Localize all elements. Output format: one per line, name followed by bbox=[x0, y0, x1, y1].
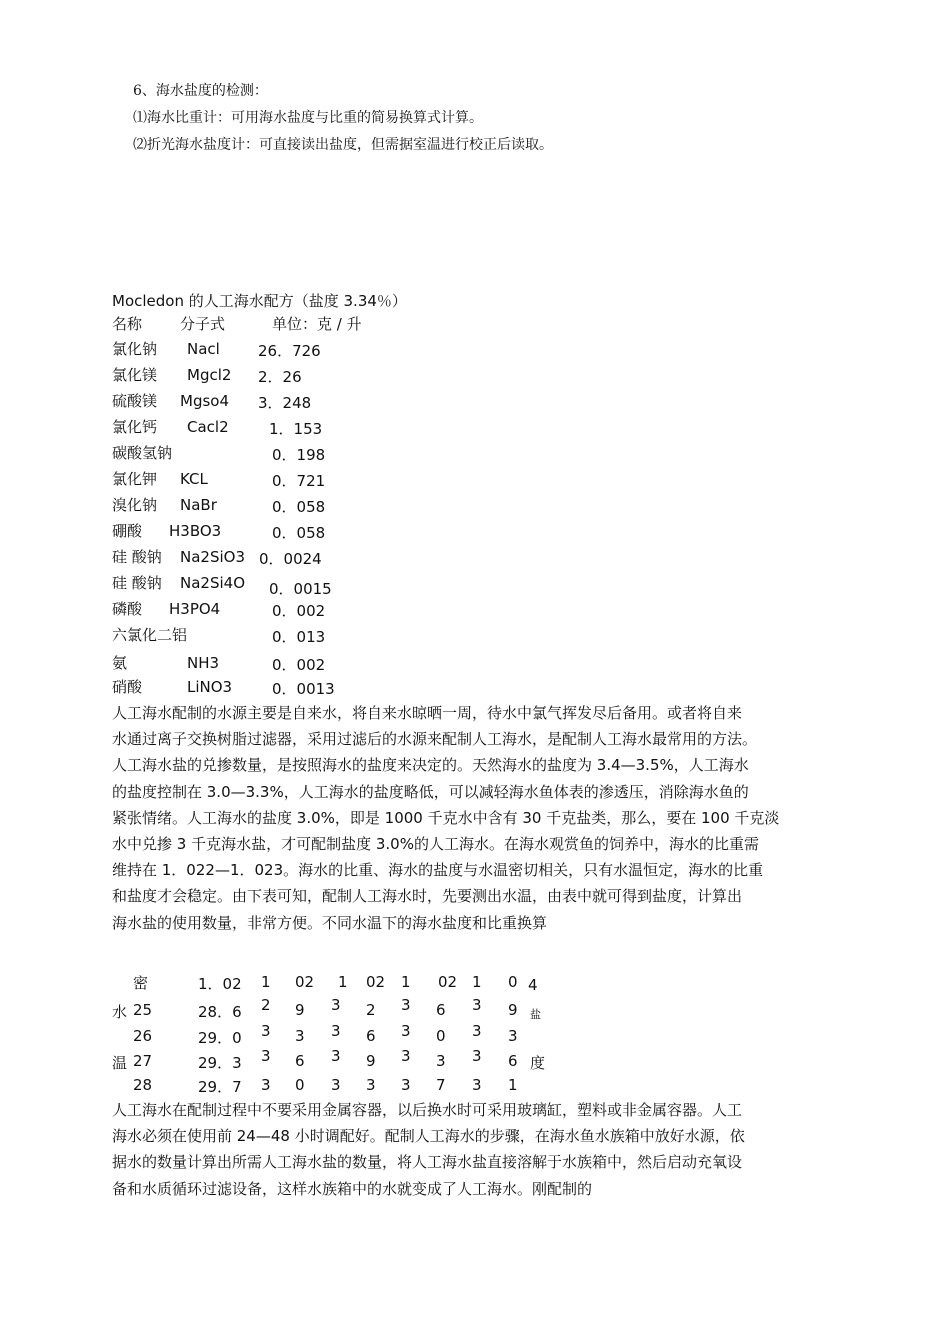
table-cell: 3 bbox=[261, 1076, 271, 1094]
table-cell: 9 bbox=[366, 1052, 376, 1070]
table-cell: 3 bbox=[261, 1022, 271, 1040]
paragraph-line: 人工海水配制的水源主要是自来水，将自来水晾晒一周，待水中氯气挥发尽后备用。或者将自来 bbox=[112, 704, 743, 722]
header-cell: 1．02 bbox=[198, 975, 242, 993]
compound-amount: 0．0015 bbox=[269, 580, 332, 598]
compound-amount: 0．013 bbox=[272, 628, 326, 646]
paragraph-line: 水通过离子交换树脂过滤器，采用过滤后的水源来配制人工海水，是配制人工海水最常用的方法。 bbox=[112, 730, 758, 749]
compound-formula: NH3 bbox=[187, 654, 220, 672]
compound-name: 碳酸氢钠 bbox=[112, 444, 173, 462]
compound-amount: 26．726 bbox=[258, 342, 321, 360]
paragraph-line: 海水盐的使用数量，非常方便。不同水温下的海水盐度和比重换算 bbox=[112, 913, 548, 932]
section-item-1: ⑴海水比重计：可用海水盐度与比重的简易换算式计算。 bbox=[133, 110, 483, 126]
table-cell: 6 bbox=[436, 1001, 446, 1019]
table-cell: 3 bbox=[331, 1047, 341, 1065]
compound-formula: LiNO3 bbox=[187, 678, 233, 696]
paragraph-line: 水中兑掺 3 千克海水盐，才可配制盐度 3.0%的人工海水。在海水观赏鱼的饲养中，海水的比重需 bbox=[112, 834, 759, 853]
compound-amount: 0．721 bbox=[272, 472, 326, 490]
degree-label: 度 bbox=[530, 1054, 546, 1072]
compound-amount: 0．0013 bbox=[272, 680, 335, 698]
compound-name: 硅 酸钠 bbox=[112, 574, 162, 592]
compound-name: 溴化钠 bbox=[112, 496, 158, 514]
table-cell: 3 bbox=[472, 996, 482, 1014]
compound-name: 磷酸 bbox=[112, 600, 143, 618]
compound-amount: 2．26 bbox=[258, 368, 302, 386]
compound-formula: H3PO4 bbox=[169, 600, 221, 618]
temp-label: 温 bbox=[112, 1054, 128, 1072]
table-cell: 6 bbox=[508, 1052, 518, 1070]
header-cell: 02 bbox=[295, 973, 315, 991]
compound-name: 硫酸镁 bbox=[112, 392, 158, 410]
salinity-label: 盐 bbox=[530, 1008, 541, 1021]
table-cell: 3 bbox=[295, 1027, 305, 1045]
header-cell: 1 bbox=[261, 973, 271, 991]
table-cell: 0 bbox=[436, 1027, 446, 1045]
header-cell: 4 bbox=[528, 976, 538, 994]
table-cell: 9 bbox=[508, 1001, 518, 1019]
paragraph-line: 维持在 1．022—1．023。海水的比重、海水的盐度与水温密切相关，只有水温恒定，海水的比重 bbox=[112, 861, 764, 880]
table-cell: 3 bbox=[261, 1047, 271, 1065]
temp-value: 25 bbox=[133, 1001, 153, 1019]
compound-name: 氯化镁 bbox=[112, 366, 158, 384]
table-cell: 3 bbox=[436, 1052, 446, 1070]
density-label: 密 bbox=[133, 974, 149, 992]
table-cell: 3 bbox=[472, 1076, 482, 1094]
header-unit: 单位：克 / 升 bbox=[272, 315, 362, 333]
table-cell: 9 bbox=[295, 1001, 305, 1019]
compound-formula: Nacl bbox=[187, 340, 220, 358]
compound-amount: 0．058 bbox=[272, 524, 326, 542]
compound-amount: 0．058 bbox=[272, 498, 326, 516]
table-cell: 3 bbox=[401, 1022, 411, 1040]
compound-name: 氯化钠 bbox=[112, 340, 158, 358]
table-cell: 3 bbox=[508, 1027, 518, 1045]
temp-value: 26 bbox=[133, 1027, 153, 1045]
compound-formula: Na2Si4O bbox=[180, 574, 245, 592]
table-cell: 3 bbox=[401, 996, 411, 1014]
table-cell: 2 bbox=[261, 996, 271, 1014]
header-cell: 02 bbox=[366, 973, 386, 991]
paragraph-preparation bbox=[112, 1097, 882, 1202]
table-cell: 1 bbox=[508, 1076, 518, 1094]
paragraph-line: 海水必须在使用前 24—48 小时调配好。配制人工海水的步骤，在海水鱼水族箱中放好水源，依 bbox=[112, 1127, 745, 1146]
paragraph-line: 人工海水盐的兑掺数量，是按照海水的盐度来决定的。天然海水的盐度为 3.4—3.5%，人工海水 bbox=[112, 756, 749, 775]
compound-amount: 0．198 bbox=[272, 446, 326, 464]
table-cell: 2 bbox=[366, 1001, 376, 1019]
compound-name: 硼酸 bbox=[112, 522, 143, 540]
compound-formula: Mgcl2 bbox=[187, 366, 232, 384]
compound-name: 硝酸 bbox=[112, 678, 143, 696]
table-cell: 3 bbox=[331, 1076, 341, 1094]
compound-name: 硅 酸钠 bbox=[112, 548, 162, 566]
table-cell: 6 bbox=[295, 1052, 305, 1070]
compound-formula: Mgso4 bbox=[180, 392, 229, 410]
salinity-value: 28．6 bbox=[198, 1003, 242, 1021]
header-cell: 02 bbox=[438, 973, 458, 991]
table-cell: 3 bbox=[401, 1047, 411, 1065]
compound-formula: H3BO3 bbox=[169, 522, 222, 540]
table-cell: 0 bbox=[295, 1076, 305, 1094]
table-cell: 3 bbox=[401, 1076, 411, 1094]
table-cell: 3 bbox=[331, 996, 341, 1014]
compound-amount: 0．002 bbox=[272, 656, 326, 674]
table-cell: 6 bbox=[366, 1027, 376, 1045]
compound-name: 氯化钾 bbox=[112, 470, 158, 488]
table-cell: 3 bbox=[472, 1047, 482, 1065]
table-cell: 3 bbox=[366, 1076, 376, 1094]
section-heading: 6、海水盐度的检测： bbox=[133, 83, 268, 99]
water-label: 水 bbox=[112, 1003, 128, 1021]
compound-formula: NaBr bbox=[180, 496, 217, 514]
header-cell: 1 bbox=[401, 973, 411, 991]
paragraph-line: 紧张情绪。人工海水的盐度 3.0%，即是 1000 千克水中含有 30 千克盐类，那么，要在 100 千克淡 bbox=[112, 808, 780, 827]
table-cell: 3 bbox=[331, 1022, 341, 1040]
table-cell: 7 bbox=[436, 1076, 446, 1094]
compound-amount: 0．0024 bbox=[259, 550, 322, 568]
compound-formula: Na2SiO3 bbox=[180, 548, 245, 566]
compound-amount: 1．153 bbox=[269, 420, 323, 438]
paragraph-line: 的盐度控制在 3.0—3.3%，人工海水的盐度略低，可以减轻海水鱼体表的渗透压，消除海水鱼的 bbox=[112, 782, 749, 801]
compound-amount: 0．002 bbox=[272, 602, 326, 620]
salinity-value: 29．7 bbox=[198, 1078, 242, 1096]
header-cell: 1 bbox=[472, 973, 482, 991]
paragraph-line: 备和水质循环过滤设备，这样水族箱中的水就变成了人工海水。刚配制的 bbox=[112, 1179, 593, 1198]
salinity-value: 29．0 bbox=[198, 1029, 242, 1047]
paragraph-line: 和盐度才会稳定。由下表可知，配制人工海水时，先要测出水温，由表中就可得到盐度，计算出 bbox=[112, 887, 743, 906]
compound-amount: 3．248 bbox=[258, 394, 312, 412]
header-cell: 1 bbox=[338, 973, 348, 991]
header-cell: 0 bbox=[508, 973, 518, 991]
header-formula: 分子式 bbox=[180, 315, 226, 333]
paragraph-line: 人工海水在配制过程中不要采用金属容器，以后换水时可采用玻璃缸，塑料或非金属容器。人工 bbox=[112, 1101, 743, 1119]
temp-value: 28 bbox=[133, 1076, 153, 1094]
compound-formula: Cacl2 bbox=[187, 418, 229, 436]
compound-name: 六氯化二铝 bbox=[112, 626, 188, 644]
compound-name: 氯化钙 bbox=[112, 418, 158, 436]
section-item-2: ⑵折光海水盐度计：可直接读出盐度，但需据室温进行校正后读取。 bbox=[133, 137, 553, 153]
paragraph-line: 据水的数量计算出所需人工海水盐的数量，将人工海水盐直接溶解于水族箱中，然后启动充氧设 bbox=[112, 1153, 743, 1172]
compound-name: 氨 bbox=[112, 654, 128, 672]
salinity-value: 29．3 bbox=[198, 1054, 242, 1072]
compound-formula: KCL bbox=[180, 470, 208, 488]
header-name: 名称 bbox=[112, 315, 143, 333]
temp-value: 27 bbox=[133, 1052, 153, 1070]
table-cell: 3 bbox=[472, 1022, 482, 1040]
formula-title: Mocledon 的人工海水配方（盐度 3.34％） bbox=[112, 292, 407, 310]
